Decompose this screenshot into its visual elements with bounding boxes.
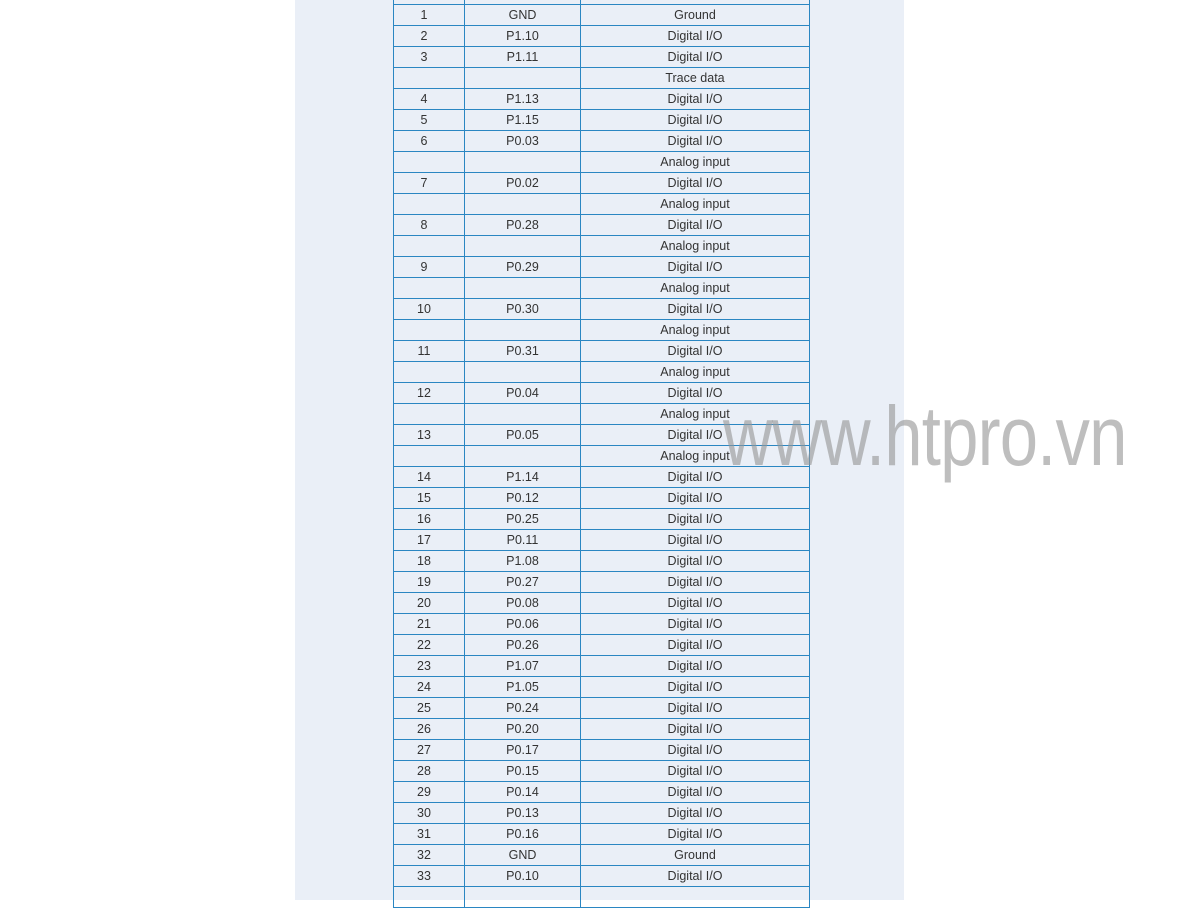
cell-pin-name: P0.15: [465, 761, 581, 782]
cell-pin-name: P0.10: [465, 866, 581, 887]
table-row: [394, 320, 810, 341]
cell-pin-name: P0.17: [465, 740, 581, 761]
table-row: [394, 551, 810, 572]
cell-function: Analog input: [581, 236, 810, 257]
cell-function: Digital I/O: [581, 719, 810, 740]
cell-pin-number: [394, 152, 465, 173]
table-row: [394, 5, 810, 26]
cell-pin-number: [394, 194, 465, 215]
cell-function: [581, 887, 810, 908]
table-row: [394, 299, 810, 320]
cell-pin-name: P0.02: [465, 173, 581, 194]
table-row: [394, 593, 810, 614]
cell-pin-name: P1.13: [465, 89, 581, 110]
cell-pin-number: 14: [394, 467, 465, 488]
cell-pin-number: 22: [394, 635, 465, 656]
table-row: [394, 404, 810, 425]
cell-function: Digital I/O: [581, 656, 810, 677]
cell-function: Digital I/O: [581, 488, 810, 509]
table-row: [394, 509, 810, 530]
table-row: [394, 110, 810, 131]
table-row: [394, 887, 810, 908]
table-row: [394, 698, 810, 719]
cell-function: Digital I/O: [581, 551, 810, 572]
cell-pin-number: 25: [394, 698, 465, 719]
cell-pin-name: GND: [465, 5, 581, 26]
cell-pin-number: 24: [394, 677, 465, 698]
cell-function: Digital I/O: [581, 593, 810, 614]
cell-function: Digital I/O: [581, 47, 810, 68]
cell-function: Digital I/O: [581, 803, 810, 824]
cell-pin-name: P0.27: [465, 572, 581, 593]
table-row: [394, 425, 810, 446]
table-row: [394, 572, 810, 593]
cell-function: Analog input: [581, 320, 810, 341]
table-row: [394, 635, 810, 656]
table-row: [394, 866, 810, 887]
cell-function: Digital I/O: [581, 299, 810, 320]
cell-pin-name: [465, 152, 581, 173]
table-row: [394, 803, 810, 824]
cell-pin-name: [465, 362, 581, 383]
cell-pin-name: [465, 446, 581, 467]
cell-function: Digital I/O: [581, 215, 810, 236]
cell-pin-number: 13: [394, 425, 465, 446]
cell-pin-number: 23: [394, 656, 465, 677]
cell-function: Digital I/O: [581, 383, 810, 404]
cell-pin-name: P0.05: [465, 425, 581, 446]
cell-pin-name: P0.13: [465, 803, 581, 824]
cell-pin-number: 27: [394, 740, 465, 761]
cell-pin-number: 16: [394, 509, 465, 530]
cell-pin-number: 28: [394, 761, 465, 782]
cell-function: Digital I/O: [581, 467, 810, 488]
cell-function: Digital I/O: [581, 257, 810, 278]
cell-pin-number: 11: [394, 341, 465, 362]
cell-pin-name: P0.08: [465, 593, 581, 614]
cell-pin-number: 12: [394, 383, 465, 404]
cell-pin-name: P0.14: [465, 782, 581, 803]
cell-pin-number: 21: [394, 614, 465, 635]
cell-function: Analog input: [581, 278, 810, 299]
cell-pin-name: [465, 404, 581, 425]
table-row: [394, 467, 810, 488]
cell-function: Analog input: [581, 152, 810, 173]
cell-pin-name: [465, 278, 581, 299]
table-row: [394, 740, 810, 761]
document-page: [295, 0, 1127, 900]
table-row: [394, 530, 810, 551]
cell-pin-number: 9: [394, 257, 465, 278]
cell-pin-number: 18: [394, 551, 465, 572]
pin-assignment-table: [393, 0, 810, 908]
cell-function: Digital I/O: [581, 635, 810, 656]
cell-pin-name: P0.06: [465, 614, 581, 635]
table-row: [394, 614, 810, 635]
cell-function: Digital I/O: [581, 341, 810, 362]
cell-pin-number: 29: [394, 782, 465, 803]
cell-pin-name: [465, 320, 581, 341]
table-row: [394, 824, 810, 845]
cell-pin-name: [465, 236, 581, 257]
cell-pin-number: 1: [394, 5, 465, 26]
cell-pin-number: 26: [394, 719, 465, 740]
cell-function: Digital I/O: [581, 110, 810, 131]
table-row: [394, 341, 810, 362]
cell-pin-number: [394, 236, 465, 257]
cell-pin-name: [465, 68, 581, 89]
cell-pin-name: P1.07: [465, 656, 581, 677]
cell-function: Digital I/O: [581, 698, 810, 719]
cell-pin-number: [394, 887, 465, 908]
table-row: [394, 131, 810, 152]
table-row: [394, 26, 810, 47]
table-row: [394, 236, 810, 257]
cell-pin-number: [394, 68, 465, 89]
cell-pin-name: GND: [465, 845, 581, 866]
cell-pin-number: 5: [394, 110, 465, 131]
cell-function: Analog input: [581, 194, 810, 215]
table-row: [394, 257, 810, 278]
cell-pin-name: P0.25: [465, 509, 581, 530]
cell-function: Digital I/O: [581, 425, 810, 446]
cell-pin-number: 2: [394, 26, 465, 47]
cell-pin-name: [465, 887, 581, 908]
cell-pin-name: P0.11: [465, 530, 581, 551]
cell-pin-name: P0.03: [465, 131, 581, 152]
cell-pin-name: P0.28: [465, 215, 581, 236]
table-row: [394, 152, 810, 173]
table-row: [394, 194, 810, 215]
cell-pin-number: 10: [394, 299, 465, 320]
cell-pin-number: 20: [394, 593, 465, 614]
table-row: [394, 446, 810, 467]
cell-pin-number: 30: [394, 803, 465, 824]
table-row: [394, 677, 810, 698]
cell-pin-name: P1.15: [465, 110, 581, 131]
table-row: [394, 47, 810, 68]
cell-function: Digital I/O: [581, 614, 810, 635]
cell-function: Digital I/O: [581, 173, 810, 194]
cell-pin-name: [465, 194, 581, 215]
cell-pin-name: P0.24: [465, 698, 581, 719]
cell-function: Digital I/O: [581, 572, 810, 593]
table-row: [394, 173, 810, 194]
cell-pin-number: 31: [394, 824, 465, 845]
cell-function: Digital I/O: [581, 761, 810, 782]
cell-function: Digital I/O: [581, 782, 810, 803]
cell-pin-name: P0.04: [465, 383, 581, 404]
cell-pin-number: [394, 320, 465, 341]
cell-function: Ground: [581, 5, 810, 26]
table-row: [394, 782, 810, 803]
table-row: [394, 488, 810, 509]
cell-pin-number: 3: [394, 47, 465, 68]
cell-function: Digital I/O: [581, 26, 810, 47]
cell-pin-name: P1.11: [465, 47, 581, 68]
cell-pin-number: 8: [394, 215, 465, 236]
cell-pin-name: P0.16: [465, 824, 581, 845]
cell-pin-number: 17: [394, 530, 465, 551]
cell-pin-number: 6: [394, 131, 465, 152]
table-row: [394, 362, 810, 383]
cell-function: Analog input: [581, 446, 810, 467]
cell-function: Analog input: [581, 404, 810, 425]
table-row: [394, 761, 810, 782]
watermark-text: www.htpro.vn: [723, 389, 1127, 483]
cell-pin-number: [394, 404, 465, 425]
cell-pin-number: 15: [394, 488, 465, 509]
table-row: [394, 383, 810, 404]
cell-pin-name: P1.14: [465, 467, 581, 488]
cell-function: Trace data: [581, 68, 810, 89]
table-row: [394, 89, 810, 110]
cell-pin-number: 32: [394, 845, 465, 866]
cell-function: Digital I/O: [581, 677, 810, 698]
cell-pin-name: P0.31: [465, 341, 581, 362]
cell-pin-name: P0.12: [465, 488, 581, 509]
cell-function: Digital I/O: [581, 824, 810, 845]
pin-table-body: [394, 0, 810, 908]
cell-pin-name: P0.29: [465, 257, 581, 278]
table-row: [394, 845, 810, 866]
table-row: [394, 215, 810, 236]
cell-pin-number: 7: [394, 173, 465, 194]
cell-function: Analog input: [581, 362, 810, 383]
cell-pin-name: P1.05: [465, 677, 581, 698]
cell-pin-number: 19: [394, 572, 465, 593]
cell-pin-name: P0.20: [465, 719, 581, 740]
cell-function: Digital I/O: [581, 89, 810, 110]
cell-function: Digital I/O: [581, 740, 810, 761]
cell-pin-number: 4: [394, 89, 465, 110]
cell-function: Digital I/O: [581, 530, 810, 551]
cell-function: Digital I/O: [581, 866, 810, 887]
table-row: [394, 656, 810, 677]
cell-pin-name: P1.08: [465, 551, 581, 572]
cell-pin-name: P0.26: [465, 635, 581, 656]
cell-function: Digital I/O: [581, 131, 810, 152]
table-row: [394, 68, 810, 89]
cell-function: Ground: [581, 845, 810, 866]
cell-function: Digital I/O: [581, 509, 810, 530]
table-row: [394, 278, 810, 299]
cell-pin-number: [394, 362, 465, 383]
cell-pin-name: P1.10: [465, 26, 581, 47]
cell-pin-number: [394, 278, 465, 299]
cell-pin-number: [394, 446, 465, 467]
table-row: [394, 719, 810, 740]
cell-pin-number: 33: [394, 866, 465, 887]
cell-pin-name: P0.30: [465, 299, 581, 320]
